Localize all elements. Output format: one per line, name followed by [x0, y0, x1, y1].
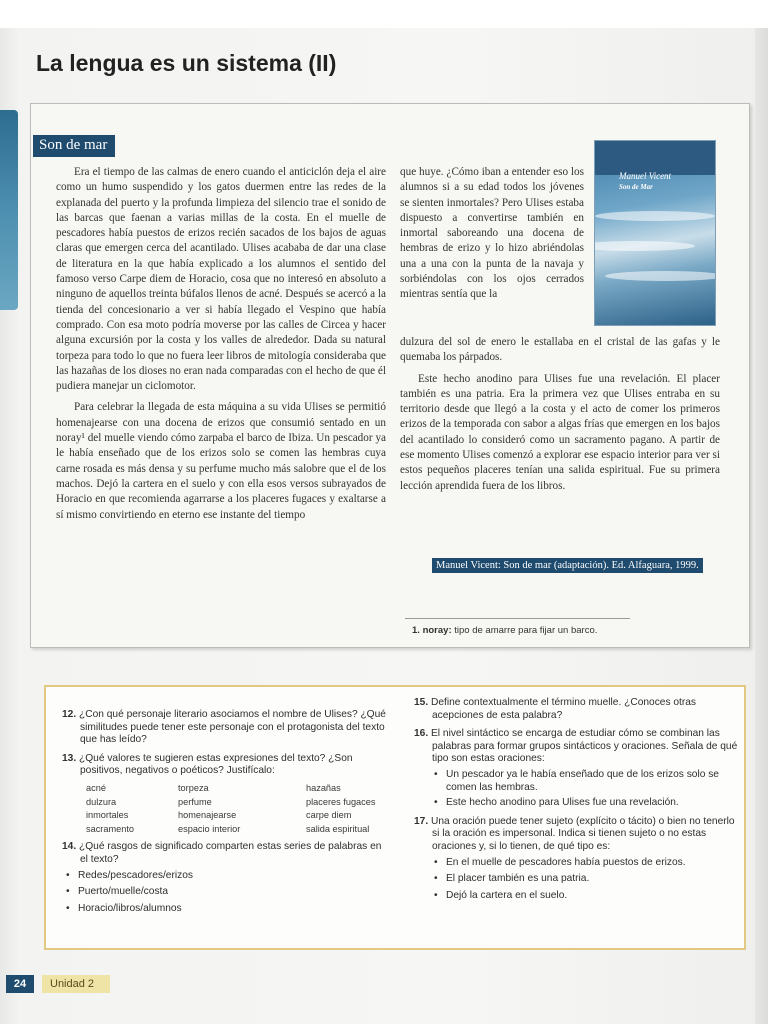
expression-word: dulzura: [86, 796, 117, 807]
activity-number: 15.: [414, 697, 429, 708]
top-margin: [0, 0, 768, 28]
activity-number: 13.: [62, 752, 77, 764]
cover-wave: [594, 241, 695, 251]
footnote-term: noray:: [422, 625, 452, 636]
series-item: • Puerto/muelle/costa: [62, 886, 392, 899]
unit-label: Unidad 2: [42, 975, 110, 993]
activity-number: 12.: [62, 709, 77, 720]
footnote: [412, 625, 597, 636]
sentence-item: • Un pescador ya le había enseñado que de los erizos solo se comen las hembras.: [430, 769, 744, 794]
expression-word: carpe diem: [306, 810, 352, 821]
reading-paragraph: Este hecho anodino para Ulises fue una revelación. El placer también es una patria. Era la primera vez que Ulises entraba en su territorio desde que llegó a la costa y el acto de comer los primeros erizos de la temporada con sabor a algas frías que emergen en los bajos del acantilado lo consideró como un sacramento pagano. A partir de ese momento Ulises comenzó a explorar ese espacio interior para ver si estos pequeños placeres tenían una salida espiritual. Fue su primera lección aprendida fuera de los libros.: [400, 372, 720, 492]
expression-word: sacramento: [86, 823, 135, 834]
activity-text: Define contextualmente el término muelle. ¿Conoces otras acepciones de esta palabra?: [431, 697, 697, 721]
activity-14: [62, 841, 392, 866]
reading-title: Son de mar: [33, 135, 115, 157]
expression-word: hazañas: [306, 782, 341, 793]
book-cover-author: Manuel Vicent: [619, 171, 672, 181]
book-cover-title: Son de Mar: [619, 183, 653, 191]
expression-word: homenajearse: [178, 810, 237, 821]
reading-column-right: [400, 335, 720, 494]
expression-word: acné: [86, 782, 106, 793]
activity-text: ¿Qué rasgos de significado comparten estas series de palabras en el texto?: [79, 841, 382, 865]
activity-text: ¿Qué valores te sugieren estas expresiones del texto? ¿Son positivos, negativos o poéticos? Justifícalo:: [79, 752, 353, 777]
expression-word: placeres fugaces: [306, 796, 376, 807]
sentence-item: • Este hecho anodino para Ulises fue una revelación.: [430, 797, 744, 810]
activity-text: Una oración puede tener sujeto (explícito o tácito) o bien no tenerlo si la oración es impersonal. Indica si tienen sujeto o no estas oraciones y, si lo tienen, de qué tipo es:: [431, 815, 735, 852]
expression-word: espacio interior: [178, 823, 241, 834]
footnote-number: 1.: [412, 625, 420, 636]
reading-paragraph: dulzura del sol de enero le estallaba en el cristal de las gafas y le quemaba los párpados.: [400, 336, 720, 364]
reading-source: Manuel Vicent: Son de mar (adaptación). Ed. Alfaguara, 1999.: [432, 558, 703, 573]
reading-paragraph: Para celebrar la llegada de esta máquina a su vida Ulises se permitió homenajearse con una docena de erizos que consumió sentado en un noray¹ del muelle viendo cómo zarpaba el barco de Ibiza. Un pescador ya le había enseñado que de los erizos solo se comen las hembras cuya carne rosada es más densa y su perfume mucho más salobre que el de los machos. Dejó la cartera en el suelo y con ella esos versos subrayados de Horacio en que recomienda agarrarse a los placeres fugaces y exaltarse a sí mismo convirtiendo en eterno ese instante del tiempo: [56, 401, 386, 521]
activity-12: [62, 709, 392, 747]
footnote-divider: [405, 618, 630, 619]
book-cover-image: [594, 140, 716, 326]
activity-17: [414, 816, 744, 854]
cover-wave: [605, 271, 716, 281]
series-item: • Redes/pescadores/erizos: [62, 870, 392, 883]
reading-column-left: [56, 165, 386, 523]
activity-13: [62, 753, 392, 778]
activities-column-left: [62, 709, 392, 915]
expression-word: salida espiritual: [306, 823, 370, 834]
expression-word: perfume: [178, 796, 212, 807]
left-accent-bar: [0, 110, 18, 310]
footnote-text: tipo de amarre para fijar un barco.: [454, 625, 598, 636]
expression-grid: [86, 782, 392, 835]
book-cover-band: [595, 141, 715, 175]
activity-number: 16.: [414, 728, 429, 740]
page-number: 24: [6, 975, 34, 993]
sentence-item: • El placer también es una patria.: [430, 873, 744, 886]
activity-text: ¿Con qué personaje literario asociamos el nombre de Ulises? ¿Qué similitudes puede tener este personaje con el protagonista del texto que has leído?: [79, 709, 386, 746]
sentence-item: • En el muelle de pescadores había puestos de erizos.: [430, 857, 744, 870]
page-edge: [755, 28, 768, 1024]
activities-column-right: [414, 697, 744, 902]
reading-paragraph: que huye. ¿Cómo iban a entender eso los alumnos si a su edad todos los jóvenes se sienten inmortales? Pero Ulises estaba dispuesto a convertirse también en inmortal saboreando una docena de hembras de erizo y lo hizo abriéndolas una a una con la punta de la navaja y sorbiéndolas con los ojos cerrados mientras sentía que la: [400, 166, 584, 301]
cover-wave: [595, 211, 715, 221]
expression-word: inmortales: [86, 810, 129, 821]
reading-paragraph: Era el tiempo de las calmas de enero cuando el anticiclón deja el aire como un humo suspendido y los gatos duermen entre las redes de la explanada del puerto y la profunda limpieza del silencio trae el sonido de las barcas que faenan a varias millas de la costa. En el muelle de pescadores había puestos de erizos recién sacados de los bajos de aguas claras que emergen cerca del acantilado. Ulises acababa de dar una clase de literatura en la que había explicado a los alumnos el sentido del famoso verso Carpe diem de Horacio, cosa que no interesó en absoluto a ninguno de aquellos treinta búfalos llenos de acné. Después se acercó a la tienda del concesionario a ver si había llegado el Vespino que había comprado. Con esa moto podría moverse por las calles de Circea y hacer alguna excursión por la costa y los valles de alrededor. Dada su natural torpeza para todo lo que no fuera leer libros de mitología consideraba que las hazañas de los dioses no eran nada comparadas con el hecho de que él pudiera manejar un ciclomotor.: [56, 166, 386, 393]
activity-16: [414, 728, 744, 766]
activity-15: [414, 697, 744, 722]
activity-number: 17.: [414, 815, 429, 827]
activity-text: El nivel sintáctico se encarga de estudiar cómo se combinan las palabras para formar grupos sintácticos y oraciones. Señala de qué tipo son estas oraciones:: [431, 728, 738, 765]
series-item: • Horacio/libros/alumnos: [62, 903, 392, 916]
activity-number: 14.: [62, 841, 77, 853]
page-title: La lengua es un sistema (II): [36, 50, 337, 76]
expression-word: torpeza: [178, 782, 209, 793]
sentence-item: • Dejó la cartera en el suelo.: [430, 890, 744, 903]
reading-column-mid: [400, 165, 584, 303]
